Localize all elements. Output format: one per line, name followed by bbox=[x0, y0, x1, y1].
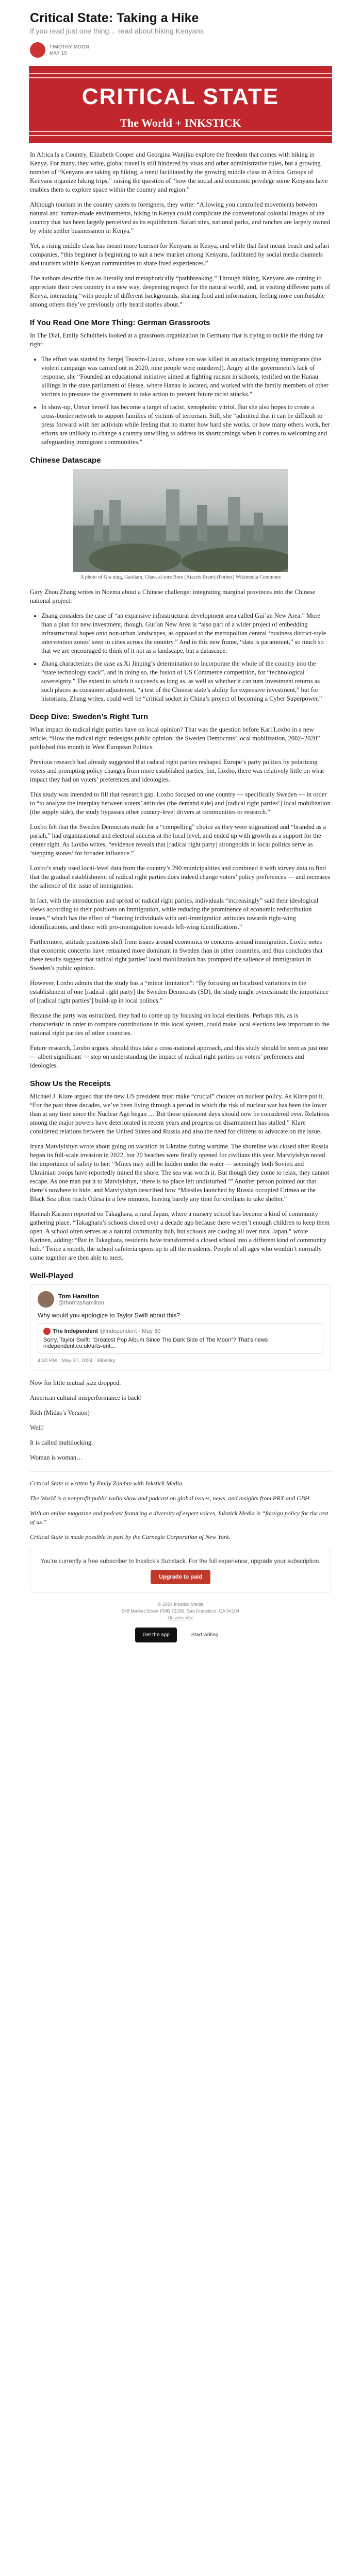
bullet-list bbox=[41, 612, 331, 703]
start-writing-button[interactable]: Start writing bbox=[191, 1632, 219, 1638]
paragraph: Iryna Matviyishyn wrote about going on vacation in Ukraine during wartime. The shoreline was closed after Russia began its full-scale invasion in 2022, but 20 beaches were finally opened for civilians this year. Matviyishyn noted the importance of safety to her: “Mines may still be hidden under the water — seemingly both Sovieti and Ukrainian troops have reportedly mined the shore. The sea was worth it. But though they come to relax, they cannot escape. As one man put it to Matviyishyn, ‘there is no place left undisturbed.’” Another person pointed out that there’s nowhere to hide, and Matviyishyn described how “Missiles launched by Russia occupied Crimea or the Black Sea often reach Odesa in a few minutes, leaving barely any time for civilians to take shelter.” bbox=[30, 1143, 330, 1202]
paragraph: Loxbo felt that the Sweden Democrats made for a “compelling” choice as they were stigmatized and “branded as a pariah,” had organizational and electoral success at the local level, and ended up with growth as a support for the center right. As Loxbo writes, “evidence reveals that [radical right party] strongholds in local politics serve as ‘stepping stones’ for broader influence.” bbox=[30, 823, 326, 857]
paragraph: Although tourism in the country caters to foreigners, they write: “Allowing you controlled movements between natural and human-made environments, hiking in Kenya could complicate the conventional colonial images of the country that has been largely perceived as its equilibrium. Safari sites, national parks, and ranches are largely owned by white settler businessmen in Kenya.” bbox=[30, 201, 330, 234]
unsubscribe-link[interactable]: Unsubscribe bbox=[167, 1615, 194, 1620]
paragraph: Well! bbox=[30, 1424, 44, 1431]
paragraph: Yet, a rising middle class has meant more tourism for Kenyans in Kenya, and while that first meant beach and safari companies, “this beginner is beginning to suit a new market among Kenyans, facilitated by social media channels and tourism within Kenyan communities to share lived experiences.” bbox=[30, 242, 330, 267]
tweet-author: Tom Hamilton bbox=[58, 1293, 100, 1300]
list-item: • Zhang characterizes the case as Xi Jinping’s determination to incorporate the whole of the country into the “state technology stack”, and in doing so, the fusion of US Commerce competition, for “technological sovereignty.” The extent to which it succeeds as long as, as well as whether it can turn investment returns as such places as consumer adjustment, “a test of the Chinese state’s ability for expensive investment,” but for historians, Zhang writes, could well be “critical socket in China’s project of becoming a Cyber Superpower.” bbox=[41, 659, 331, 703]
subscribe-box bbox=[30, 1550, 331, 1593]
list-item: • In show-up, Unvar herself has become a target of racist, xenophobic vitriol. But she also hopes to create a cross-border network to support families of victims of terrorism. Still, she “admitted that it can be difficult to press forward with her activism while feeling that no matter how hard she works, or how many others work, her efforts are unlikely to change a country unwilling to address its shortcomings when it comes to welcoming and safeguarding immigrant communities.” bbox=[41, 403, 331, 447]
post-subtitle: If you read just one thing… read about hiking Kenyans bbox=[30, 27, 204, 35]
upgrade-button[interactable]: Upgrade to paid bbox=[151, 1570, 210, 1584]
paragraph: American cultural misperformance is back! bbox=[30, 1394, 142, 1401]
section-heading: Well-Played bbox=[30, 1272, 73, 1280]
footer-copyright: © 2024 Inkstick Media bbox=[157, 1602, 204, 1607]
paragraph: Loxbo’s study used local-level data from the country’s 290 municipalities and combined it with survey data to find that the gradual establishment of radical right parties does indeed change voters’ policy preferences — and increases the salience of the issue of immigration. bbox=[30, 865, 331, 889]
byline bbox=[30, 42, 331, 58]
tweet-handle: @thomashamilton bbox=[58, 1300, 104, 1306]
author-avatar[interactable] bbox=[30, 42, 45, 58]
paragraph: In Africa Is a Country, Elizabeth Cooper and Georgina Wanjiku explore the freedom that comes with hiking in Kenya. For many, they write, global travel is still hindered by visas and other administrative rules, but a growing number of “Kenyans are taking up hiking, a trend facilitated by the growing middle class in Africa. Groups of Kenyans organize hiking trips,” raising the question of “how the social and economic privilege some Kenyans have enables them to explore space within the country and region.” bbox=[30, 151, 328, 193]
paragraph: Now for little mutual jazz dropped. bbox=[30, 1379, 121, 1386]
paragraph: Because the party was ostracized, they had to come up by focusing on local elections. Perhaps this, as is characteristic in order to compare contributions in this local system, could make local elections less important to the national right parties of other countries. bbox=[30, 1012, 330, 1037]
section-heading: Deep Dive: Sweden’s Right Turn bbox=[30, 713, 149, 721]
section-heading: Show Us the Receipts bbox=[30, 1079, 111, 1088]
banner-left: The World bbox=[120, 116, 173, 129]
paragraph: Michael J. Klare argued that the new US president must make “crucial” choices on nuclear policy. As Klare put it, “For the past three decades, we’ve been living through a period in which the risk of nuclear war has been the lower than at any time since the Nuclear Age began … But those quiescent days should now be considered over. Relations among the major powers have deteriorated in recent years and progress on disarmament has stalled.” Klare considered relations between the United States and Russia and also the need for citizens to advocate on the issue. bbox=[30, 1093, 330, 1135]
credit-line: With an online magazine and podcast featuring a diversity of expert voices, Inkstick Media is “foreign policy for the rest of us.” bbox=[30, 1510, 329, 1526]
list-item: • Zhang considers the case of “an expansive infrastructural development area called Gui’an New Area.” More than a plan for new investment, though, Gui’an New Area is “also part of a wider project of embedding infrastructural hopes onto non-urban landscapes, as opposed to the metropolitan central ‘business district-style intervention zones’ seen in cities across the country.” And in this new frame, “data is paramount,” so much so that we are encouraged to think of it not as a landscape, but a datascape. bbox=[41, 612, 331, 655]
post-title: Critical State: Taking a Hike bbox=[30, 11, 199, 25]
get-app-button[interactable]: Get the app bbox=[135, 1628, 176, 1642]
quote-handle: @Independent · May 30 bbox=[100, 1328, 161, 1334]
quote-author: The Independent bbox=[53, 1328, 98, 1334]
section-heading: Chinese Datascape bbox=[30, 456, 101, 465]
critical-state-banner bbox=[29, 66, 332, 143]
paragraph: Gary Zhou Zhang writes in Noema about a Chinese challenge: integrating marginal provinces into the Chinese national project: bbox=[30, 588, 316, 604]
embedded-post[interactable] bbox=[30, 1284, 331, 1370]
paragraph: Furthermore, attitude positions shift from issues around economics to concerns around immigration. Loxbo notes that economic concerns have remained more dominant in Sweden than in other countries, and thus concludes that these results suggest that radical right parties’ local mobilization has prompted the salience of immigration in Sweden’s public opinion. bbox=[30, 938, 323, 972]
paragraph: The authors describe this as literally and metaphorically “pathbreaking.” Through hiking, Kenyans are coming to appreciate their own country in a new way, deepening respect for the natural world, and, in visiting different parts of Kenya, interacting “with people of different backgrounds, sharing food and information, feeling more comfortable among others they’ve previously only heard stories about.” bbox=[30, 275, 331, 308]
tweet-footer: 4:30 PM · May 31, 2024 · Bluesky bbox=[38, 1358, 116, 1364]
banner-partners: The World + INKSTICK bbox=[120, 116, 241, 129]
author-name[interactable]: TIMOTHY MOON bbox=[50, 44, 89, 49]
paragraph: However, Loxbo admits that the study has a “minor limitation”: “By focusing on localized variations in the establishment of one [radical right party] the Sweden Democrats (SD), the study might overestimate the importance of [radical right parties’] build-up in local politics.” bbox=[30, 979, 329, 1004]
quoted-post[interactable] bbox=[38, 1323, 323, 1354]
credits bbox=[30, 1471, 331, 1541]
paragraph: In fact, with the introduction and spread of radical right parties, individuals “increasingly” said their ideological views according to their positions on immigration, while reducing the prominence of economic redistribution issues,” which has the effect of “forcing individuals with anti-immigration attitudes towards right-wing identifications, and those with pro-immigration towards left-wing identifications.” bbox=[30, 897, 319, 930]
paragraph: What impact do radical right parties have on local opinion? That was the question before Karl Loxbo in a new article, “How the radical right redesigns public opinion: the Sweden Democrats’ local mobilization, 2002–2020” published this month in West European Politics. bbox=[30, 726, 320, 751]
tweet-text: Why would you apologize to Taylor Swift about this? bbox=[38, 1312, 180, 1319]
paragraph: It is called multilocking. bbox=[30, 1439, 93, 1446]
list-item: • The effort was started by Sergej Teuscin-Liacuc, whose son was killed in an attack targeting immigrants (the violent campaign was carried out in 2020, nine people were murdered). Angry at the government’s lack of response, she “Founded an educational initiative aimed at fighting racism in schools, testified on the Hanau killings in the state parliament of Hesse, where Hanau is located, and worked with the family members of other victims to pressure the government to take action to prevent future racist attacks.” bbox=[41, 355, 331, 399]
subscribe-text: You’re currently a free subscriber to Inkstick’s Substack. For the full experience, upgrade your subscription. bbox=[40, 1558, 321, 1565]
paragraph: Hannah Karinen reported on Takaghara, a rural Japan, where a nursery school has become a kind of community gathering place. “Takaghara’s schools closed over a decade ago because there weren’t enough children to keep them open. A school often serves as a natural community hub, but schools are closing all over rural Japan,” wrote Karinen, adding: “But in Takaghara, residents have transformed a closed school into a different kind of community hub.” Twice a month, the school cafeteria opens up to all the residents. People of all ages who wouldn’t normally come together are then able to meet. bbox=[30, 1210, 330, 1261]
paragraph: This study was intended to fill that research gap. Loxbo focused on one country — specifically Sweden — in order to “to analyze the interplay between voters’ attitudes (the demand side) and [radical right parties’] local mobilization (the supply side), the study bypasses other country-level drivers at communities or research.” bbox=[30, 791, 331, 816]
city-skyline-image bbox=[73, 469, 288, 572]
banner-right: INKSTICK bbox=[184, 116, 241, 129]
section-heading: If You Read One More Thing: German Grassroots bbox=[30, 318, 210, 327]
paragraph: Future research, Loxbo argues, should thus take a cross-national approach, and this study should be seen as just one — albeit significant — step on understanding the impact of radical right parties on voters’ preferences and ideologies. bbox=[30, 1044, 329, 1069]
paragraph: Rich (Midas’s Version) bbox=[30, 1409, 90, 1416]
footer bbox=[30, 1601, 331, 1642]
post-date: MAY 15 bbox=[50, 50, 68, 56]
paragraph: In The Dial, Emily Schultheis looked at a grassroots organization in Germany that is trying to tackle the rising far right: bbox=[30, 332, 323, 348]
article-photo[interactable] bbox=[73, 469, 288, 572]
photo-caption: A photo of Gra ning, Gaoliam, Chao, al sore Bore (Atacris Bram) (Forbes) Wikimedia Commons bbox=[80, 574, 281, 580]
paragraph: Woman is woman… bbox=[30, 1454, 83, 1461]
credit-line: Critical State is written by Emily Zambin with Inkstick Media. bbox=[30, 1480, 184, 1487]
banner-title: CRITICAL STATE bbox=[81, 84, 280, 109]
tweet-avatar bbox=[38, 1291, 54, 1308]
credit-line: The World is a nonprofit public radio show and podcast on global issues, news, and insights from PRX and GBH. bbox=[30, 1495, 311, 1502]
quote-text: Sorry, Taylor Swift: “Greatest Pop Album Since The Dark Side of The Moon”? That’s news independent.co.uk/arts-ent... bbox=[43, 1337, 268, 1349]
article-body bbox=[30, 150, 331, 1642]
credit-line: Critical State is made possible in part by the Carnegie Corporation of New York. bbox=[30, 1533, 231, 1540]
paragraph: Previous research had already suggested that radical right parties reshaped Europe’s party politics by polarizing voters and prompting policy changes from more established parties, but, Loxbo, there was relatively little on what impact they had on voters’ preferences and ideologies. bbox=[30, 758, 324, 783]
quote-avatar bbox=[43, 1328, 51, 1335]
footer-address: 548 Market Street PMB 72296, San Francisco, CA 94104 bbox=[121, 1608, 240, 1614]
bullet-list bbox=[41, 355, 331, 447]
